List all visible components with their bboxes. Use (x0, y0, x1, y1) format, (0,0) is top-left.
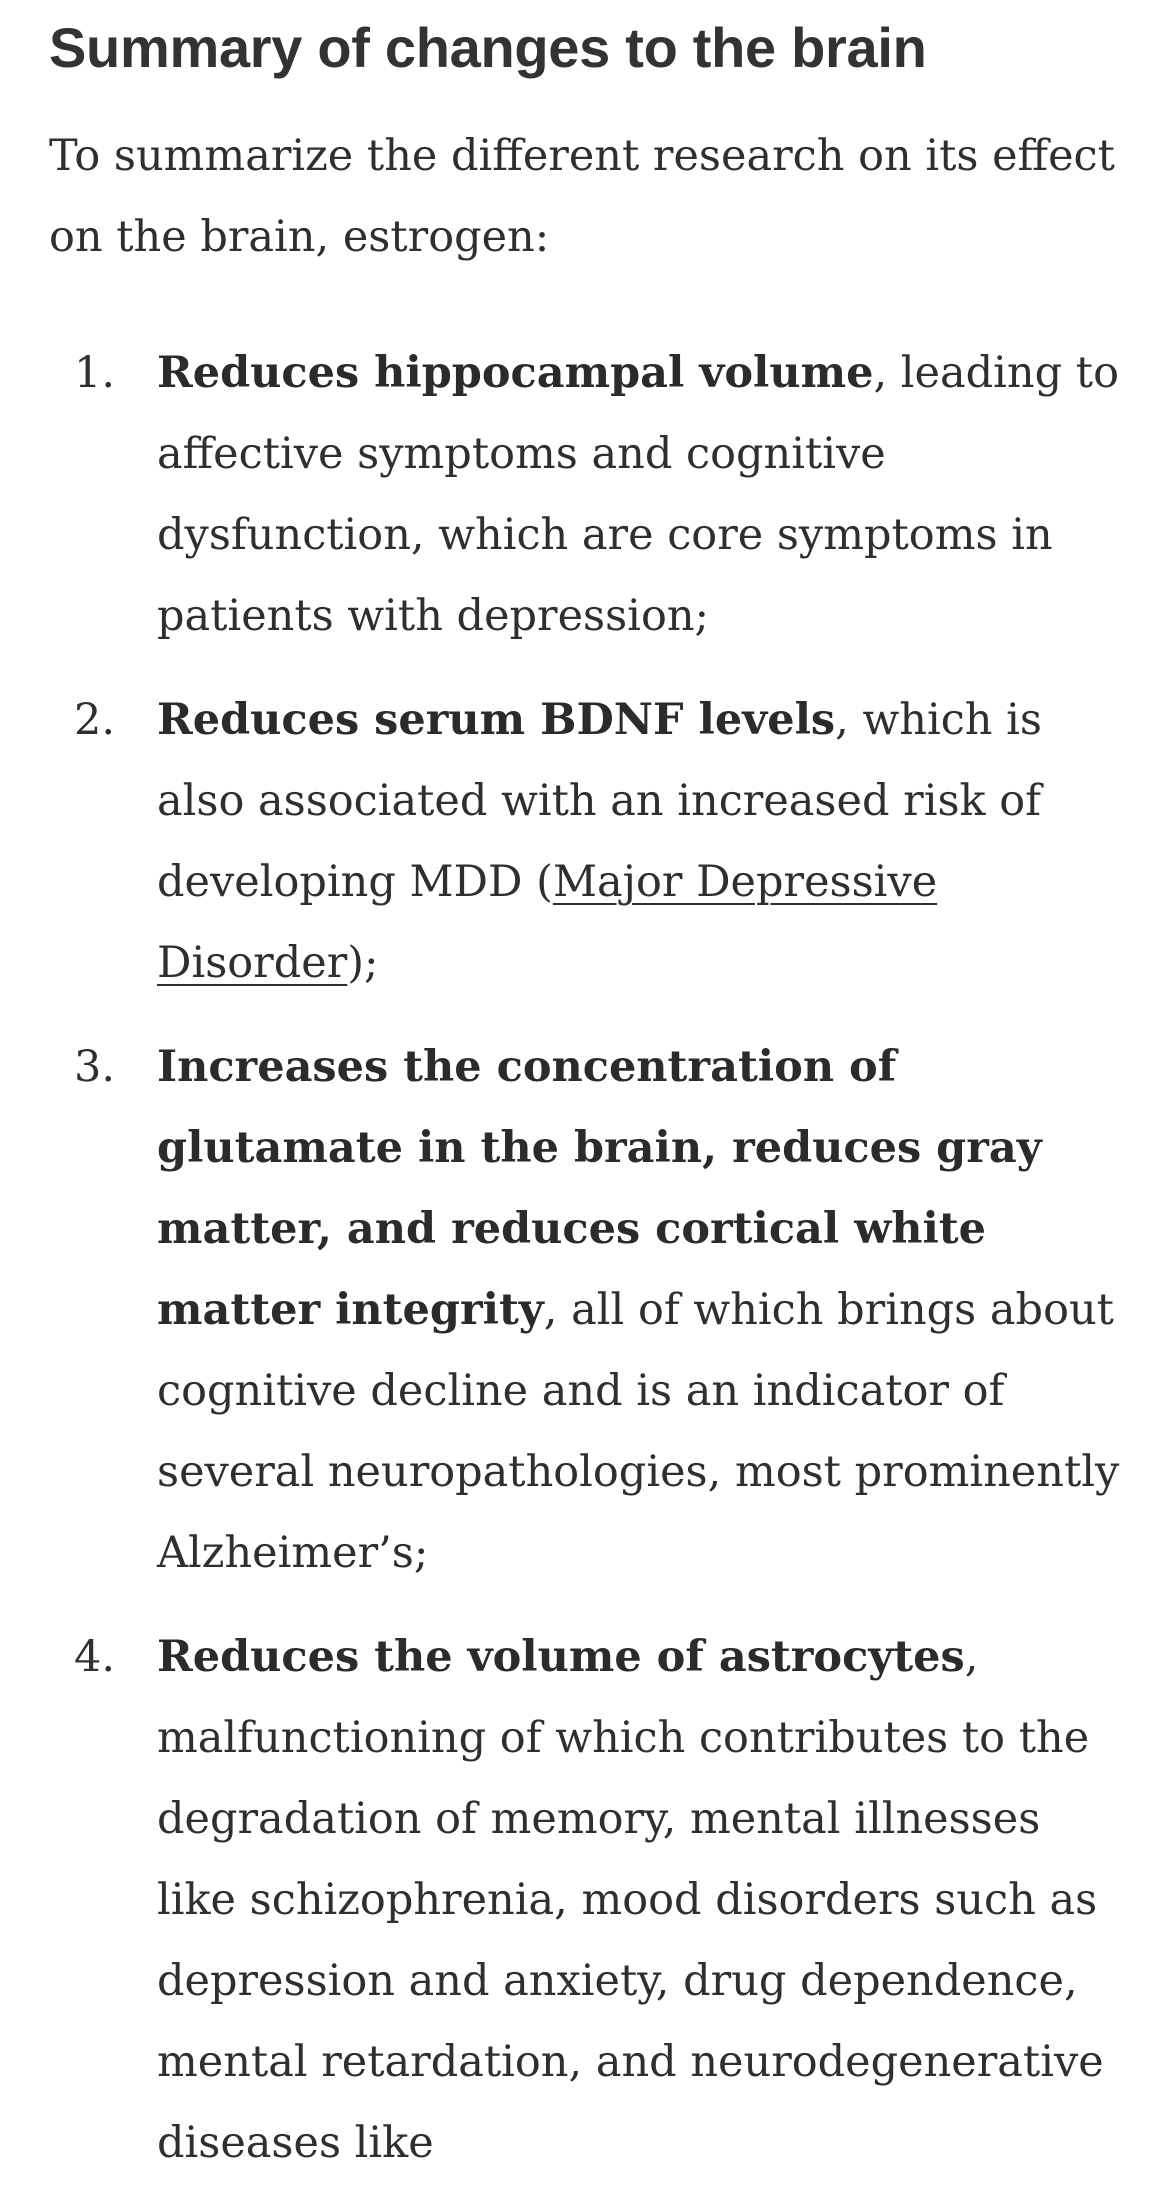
mdd-link[interactable]: Major Depressive Disorder (157, 857, 938, 988)
list-number: 3. (74, 1042, 116, 1092)
item-bold-text: Reduces the volume of astrocytes (157, 1632, 965, 1682)
intro-paragraph: To summarize the different research on its effect on the brain, estrogen: (49, 131, 1115, 262)
list-number: 1. (74, 348, 116, 398)
list-item (0, 1027, 1170, 1594)
item-text: , leading to affective symptoms and cognitive dysfunction, which are core symptoms in patients with depression; (157, 348, 1119, 641)
item-bold-text: Reduces serum BDNF levels (157, 695, 836, 745)
item-text-after: ); (347, 938, 379, 988)
list-number: 4. (74, 1632, 116, 1682)
list-item (0, 1617, 1170, 2184)
effects-list (0, 333, 1170, 2207)
item-text: , malfunctioning of which contributes to the degradation of memory, mental illnesses like schizophrenia, mood disorders such as depression and anxiety, drug dependence, mental retardation, and neurodegenerative diseases like (157, 1632, 1104, 2168)
list-number: 2. (74, 695, 116, 745)
item-bold-text: Reduces hippocampal volume (157, 348, 874, 398)
item-bold-text: Increases the concentration of glutamate in the brain, reduces gray matter, and reduces cortical white matter integrity (157, 1042, 1042, 1335)
list-item (0, 680, 1170, 1004)
section-heading: Summary of changes to the brain (49, 16, 927, 79)
item-text: , all of which brings about cognitive decline and is an indicator of several neuropathologies, most prominently Alzheimer’s; (157, 1285, 1120, 1578)
list-item (0, 333, 1170, 657)
item-text: , which is also associated with an increased risk of developing MDD ( (157, 695, 1042, 907)
